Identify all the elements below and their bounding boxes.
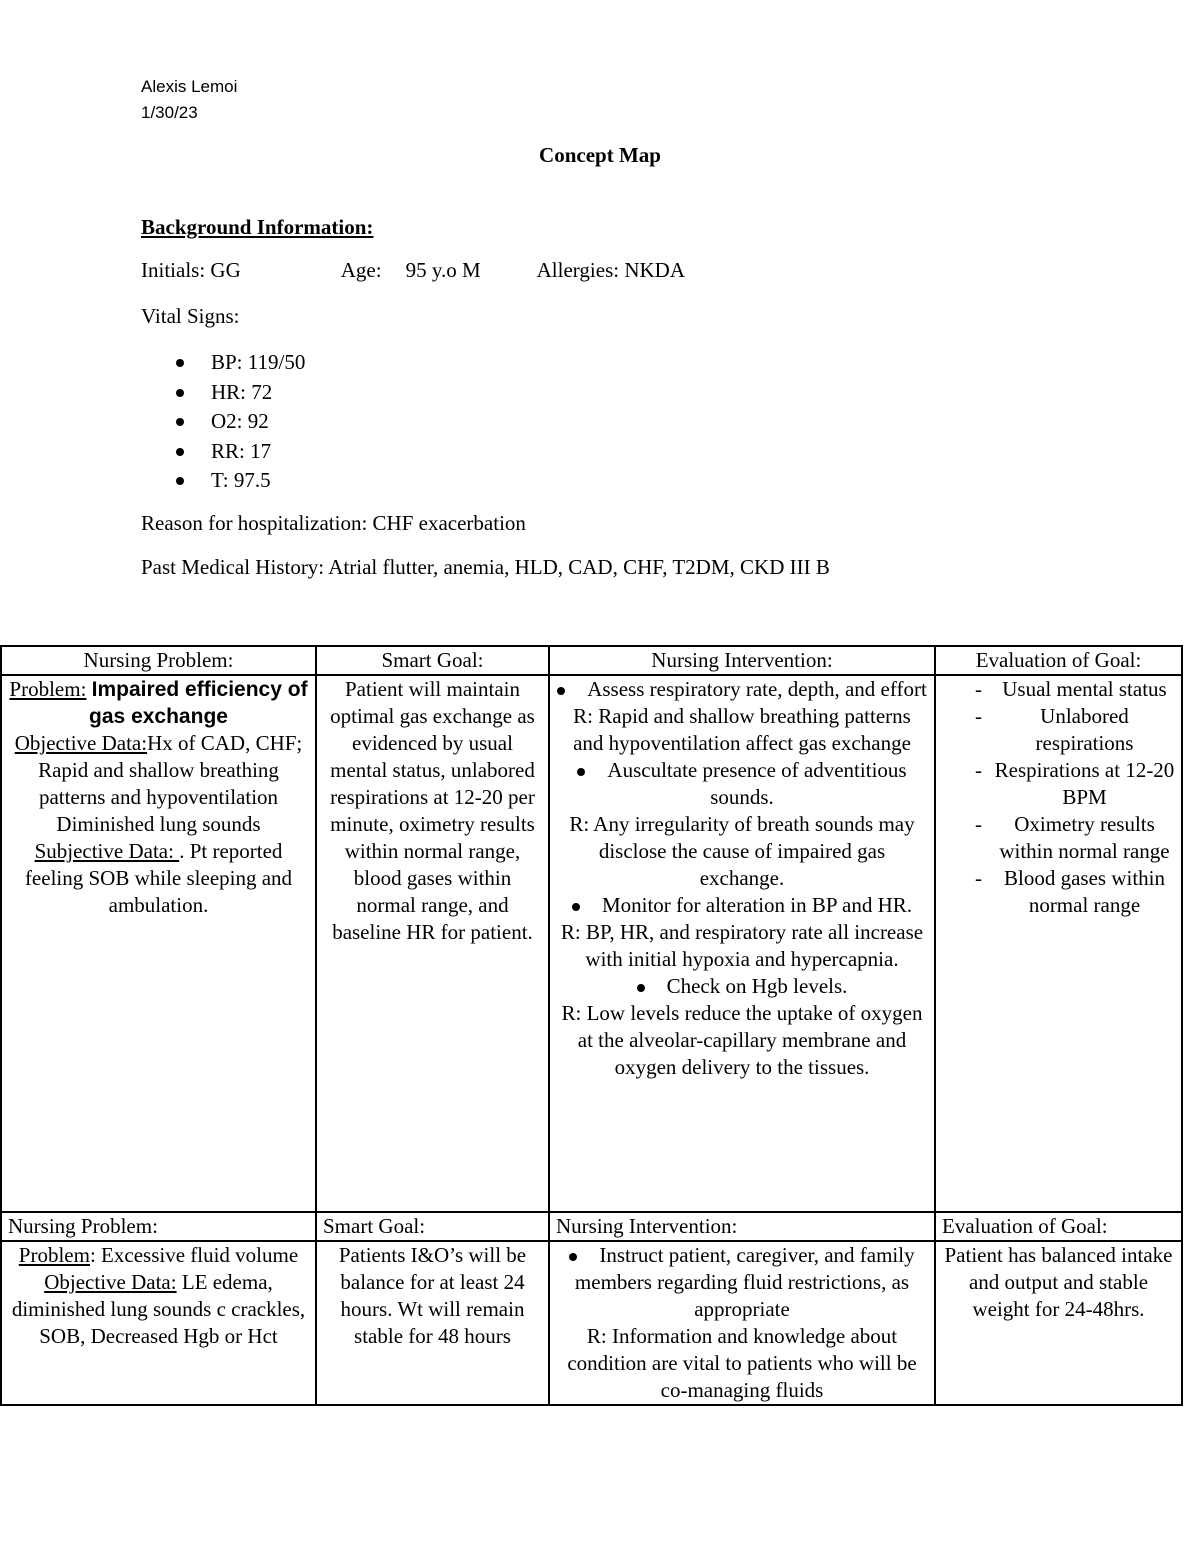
intervention-rationale: R: Low levels reduce the uptake of oxygen at the alveolar-capillary membrane and oxygen delivery to the tissues. bbox=[561, 1001, 923, 1079]
past-medical-history: Past Medical History: Atrial flutter, anemia, HLD, CAD, CHF, T2DM, CKD III B bbox=[141, 555, 830, 579]
bullet-icon bbox=[637, 984, 645, 992]
patient-info-line bbox=[141, 258, 685, 283]
objective-label: Objective Data: bbox=[44, 1270, 177, 1294]
header-nursing-problem: Nursing Problem: bbox=[1, 1212, 316, 1241]
evaluation-item: - Unlabored respirations bbox=[942, 703, 1175, 757]
goal-cell: Patients I&O’s will be balance for at least 24 hours. Wt will remain stable for 48 hours bbox=[316, 1241, 549, 1405]
document-date: 1/30/23 bbox=[141, 103, 198, 122]
bullet-icon bbox=[176, 359, 184, 367]
age-value: 95 y.o M bbox=[405, 258, 481, 282]
intervention-action: Check on Hgb levels. bbox=[556, 973, 928, 1000]
evaluation-cell: Patient has balanced intake and output and stable weight for 24-48hrs. bbox=[935, 1241, 1182, 1405]
bullet-icon bbox=[569, 1253, 577, 1261]
objective-text: LE edema, diminished lung sounds c crackles, SOB, Decreased Hgb or Hct bbox=[11, 1270, 306, 1348]
bullet-icon bbox=[176, 477, 184, 485]
bullet-icon bbox=[572, 903, 580, 911]
dash-icon: - bbox=[975, 866, 982, 890]
header-evaluation: Evaluation of Goal: bbox=[935, 646, 1182, 675]
intervention-rationale: R: Any irregularity of breath sounds may disclose the cause of impaired gas exchange. bbox=[569, 812, 915, 890]
dash-icon: - bbox=[975, 758, 982, 782]
header-nursing-intervention: Nursing Intervention: bbox=[549, 1212, 935, 1241]
problem-cell bbox=[1, 675, 316, 1212]
header-nursing-intervention: Nursing Intervention: bbox=[549, 646, 935, 675]
problem-cell bbox=[1, 1241, 316, 1405]
goal-cell: Patient will maintain optimal gas exchange as evidenced by usual mental status, unlabored respirations at 12-20 per minute, oximetry results within normal range, blood gases within normal range, and baseline HR for patient. bbox=[316, 675, 549, 1212]
header-smart-goal: Smart Goal: bbox=[316, 1212, 549, 1241]
allergies: Allergies: NKDA bbox=[536, 258, 685, 282]
bullet-icon bbox=[176, 448, 184, 456]
problem-label: Problem: bbox=[9, 677, 87, 701]
evaluation-item: - Blood gases within normal range bbox=[942, 865, 1175, 919]
bullet-icon bbox=[557, 687, 565, 695]
reason-for-hospitalization: Reason for hospitalization: CHF exacerbation bbox=[141, 511, 526, 535]
initials: Initials: GG bbox=[141, 258, 241, 282]
dash-icon: - bbox=[975, 704, 982, 728]
evaluation-cell bbox=[935, 675, 1182, 1212]
problem-label: Problem bbox=[18, 1243, 90, 1267]
vital-item: HR: 72 bbox=[176, 378, 305, 408]
intervention-action: Monitor for alteration in BP and HR. bbox=[556, 892, 928, 919]
dash-icon: - bbox=[975, 812, 982, 836]
table-header-row bbox=[1, 1212, 1182, 1241]
intervention-action: Assess respiratory rate, depth, and effort bbox=[556, 676, 928, 703]
intervention-rationale: R: Rapid and shallow breathing patterns and hypoventilation affect gas exchange bbox=[573, 704, 911, 755]
bullet-icon bbox=[176, 418, 184, 426]
objective-text: Hx of CAD, CHF; Rapid and shallow breathing patterns and hypoventilation Diminished lung sounds bbox=[38, 731, 303, 836]
vital-item: BP: 119/50 bbox=[176, 348, 305, 378]
vital-signs-list bbox=[176, 348, 305, 496]
dash-icon: - bbox=[975, 677, 982, 701]
vital-signs-label: Vital Signs: bbox=[141, 304, 240, 328]
subjective-label: Subjective Data: bbox=[34, 839, 180, 863]
problem-text: : Excessive fluid volume bbox=[89, 1243, 299, 1267]
evaluation-item: - Respirations at 12-20 BPM bbox=[942, 757, 1175, 811]
bullet-icon bbox=[176, 389, 184, 397]
intervention-action: Auscultate presence of adventitious sounds. bbox=[556, 757, 928, 811]
intervention-action: Instruct patient, caregiver, and family members regarding fluid restrictions, as appropriate bbox=[556, 1242, 928, 1323]
vital-item: O2: 92 bbox=[176, 407, 305, 437]
author-block bbox=[141, 74, 237, 126]
objective-label: Objective Data: bbox=[14, 731, 148, 755]
header-evaluation: Evaluation of Goal: bbox=[935, 1212, 1182, 1241]
vital-item: RR: 17 bbox=[176, 437, 305, 467]
page-title: Concept Map bbox=[539, 143, 661, 167]
background-heading: Background Information: bbox=[141, 215, 374, 239]
intervention-cell bbox=[549, 675, 935, 1212]
problem-text: Impaired efficiency of gas exchange bbox=[89, 678, 308, 728]
vital-item: T: 97.5 bbox=[176, 466, 305, 496]
age-label: Age: bbox=[340, 258, 382, 282]
table-row bbox=[1, 1241, 1182, 1405]
bullet-icon bbox=[577, 768, 585, 776]
table-row bbox=[1, 675, 1182, 1212]
intervention-cell bbox=[549, 1241, 935, 1405]
concept-map-table bbox=[0, 645, 1183, 1406]
evaluation-item: - Oximetry results within normal range bbox=[942, 811, 1175, 865]
author-name: Alexis Lemoi bbox=[141, 77, 238, 96]
subjective-text: . Pt reported feeling SOB while sleeping and ambulation. bbox=[24, 839, 293, 917]
header-nursing-problem: Nursing Problem: bbox=[1, 646, 316, 675]
header-smart-goal: Smart Goal: bbox=[316, 646, 549, 675]
intervention-rationale: R: Information and knowledge about condition are vital to patients who will be co-managing fluids bbox=[567, 1324, 917, 1402]
intervention-rationale: R: BP, HR, and respiratory rate all increase with initial hypoxia and hypercapnia. bbox=[560, 920, 924, 971]
evaluation-item: - Usual mental status bbox=[942, 676, 1175, 703]
table-header-row bbox=[1, 646, 1182, 675]
